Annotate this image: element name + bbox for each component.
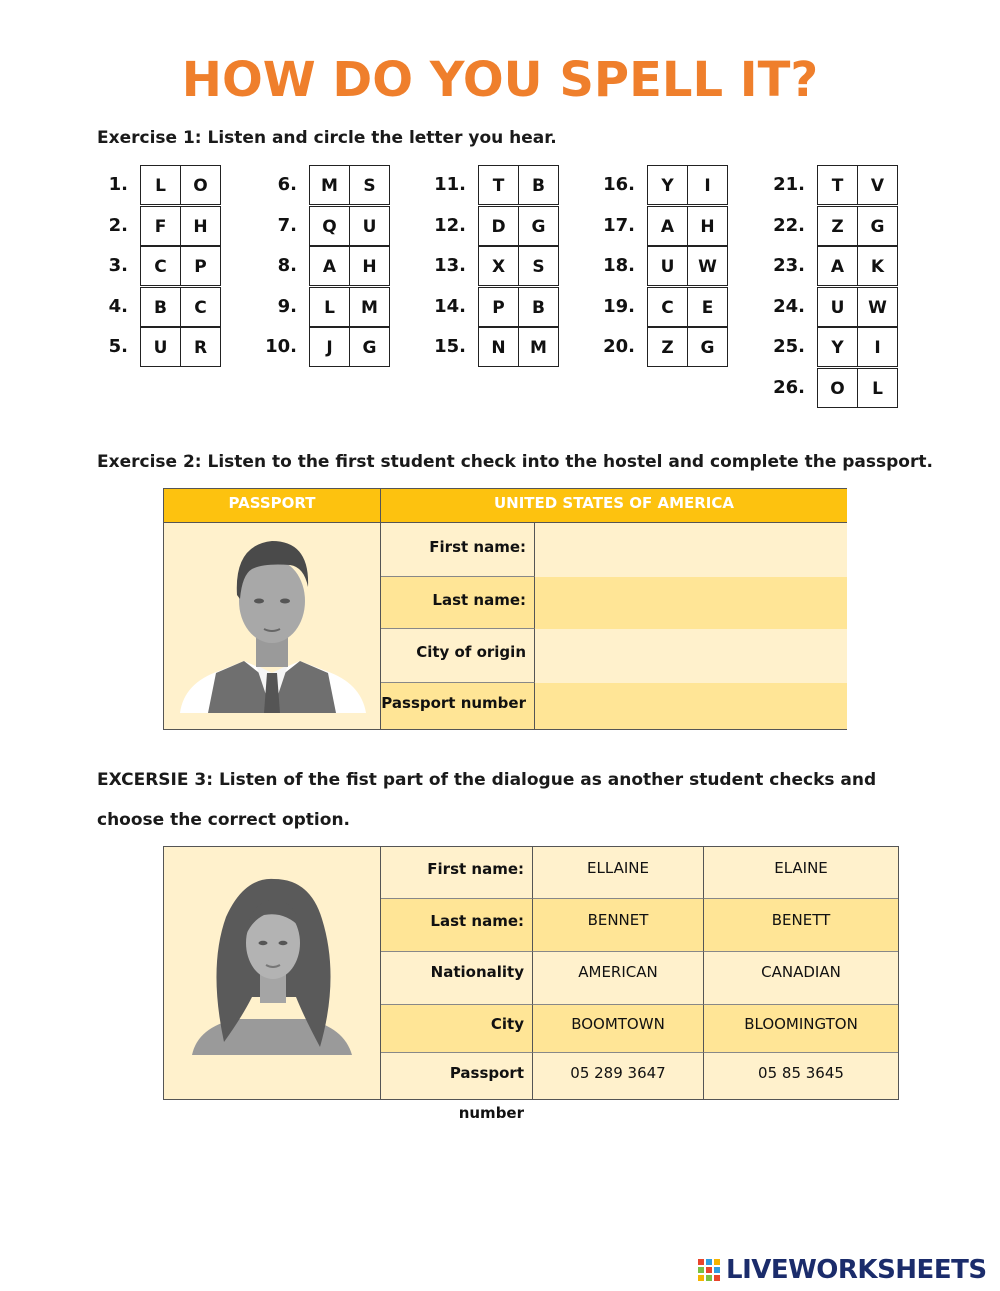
item-number: 16.	[603, 174, 635, 195]
passport-number-label: Passport number	[381, 683, 535, 729]
page-title: HOW DO YOU SPELL IT?	[181, 52, 819, 108]
item-number: 10.	[265, 336, 297, 357]
item-number: 25.	[773, 336, 805, 357]
letter-option[interactable]: I	[857, 327, 898, 367]
letter-option[interactable]: L	[309, 287, 350, 327]
letter-option[interactable]: F	[140, 206, 181, 246]
letter-option[interactable]: A	[647, 206, 688, 246]
letter-option[interactable]: H	[687, 206, 728, 246]
exercise3-label-nationality: Nationality	[381, 952, 533, 1005]
letter-option[interactable]: M	[518, 327, 559, 367]
letter-option[interactable]: A	[817, 246, 858, 286]
item-number: 24.	[773, 295, 805, 317]
item-number: 3.	[108, 255, 128, 276]
letter-option[interactable]: L	[140, 165, 181, 205]
option-american[interactable]: AMERICAN	[533, 952, 704, 1005]
item-number: 15.	[434, 336, 466, 357]
passport-table	[163, 488, 847, 730]
letter-option[interactable]: P	[180, 246, 221, 286]
logo-square-icon	[714, 1275, 720, 1281]
option-bennet[interactable]: BENNET	[533, 899, 704, 952]
item-number: 13.	[434, 255, 466, 276]
passport-number-input[interactable]	[535, 683, 847, 729]
first-name-label: First name:	[381, 523, 535, 577]
exercise1-heading: Exercise 1: Listen and circle the letter you hear.	[97, 128, 557, 148]
letter-option[interactable]: V	[857, 165, 898, 205]
city-of-origin-label: City of origin	[381, 629, 535, 683]
letter-option[interactable]: G	[518, 206, 559, 246]
exercise3-label-last-name: Last name:	[381, 899, 533, 952]
letter-option[interactable]: Y	[817, 327, 858, 367]
letter-option[interactable]: B	[140, 287, 181, 327]
option-passport-1[interactable]: 05 289 3647	[533, 1053, 704, 1099]
item-number: 23.	[773, 255, 805, 276]
letter-option[interactable]: K	[857, 246, 898, 286]
item-number: 20.	[603, 336, 635, 357]
letter-option[interactable]: C	[647, 287, 688, 327]
item-number: 9.	[277, 295, 297, 317]
exercise3-label-first-name: First name:	[381, 847, 533, 899]
exercise3-label-city: City	[381, 1005, 533, 1053]
item-number: 6.	[277, 174, 297, 195]
letter-option[interactable]: D	[478, 206, 519, 246]
letter-option[interactable]: U	[349, 206, 390, 246]
logo-square-icon	[714, 1267, 720, 1273]
logo-square-icon	[706, 1259, 712, 1265]
exercise3-label-passport-number: Passport number	[381, 1053, 533, 1099]
exercise3-heading: EXCERSIE 3: Listen of the fist part of the dialogue as another student checks and	[97, 770, 877, 790]
letter-option[interactable]: G	[857, 206, 898, 246]
logo-square-icon	[706, 1267, 712, 1273]
exercise2-heading: Exercise 2: Listen to the first student check into the hostel and complete the passport.	[97, 452, 933, 472]
letter-option[interactable]: O	[180, 165, 221, 205]
letter-option[interactable]: X	[478, 246, 519, 286]
letter-option[interactable]: T	[478, 165, 519, 205]
exercise3-table	[163, 846, 899, 1122]
item-number: 19.	[603, 295, 635, 317]
last-name-label: Last name:	[381, 577, 535, 629]
letter-option[interactable]: H	[180, 206, 221, 246]
item-number: 18.	[603, 255, 635, 276]
item-number: 21.	[773, 174, 805, 195]
letter-option[interactable]: U	[140, 327, 181, 367]
letter-option[interactable]: Y	[647, 165, 688, 205]
letter-option[interactable]: E	[687, 287, 728, 327]
option-canadian[interactable]: CANADIAN	[704, 952, 898, 1005]
letter-option[interactable]: M	[309, 165, 350, 205]
female-portrait	[164, 847, 381, 1099]
letter-option[interactable]: L	[857, 368, 898, 408]
letter-option[interactable]: U	[647, 246, 688, 286]
letter-option[interactable]: U	[817, 287, 858, 327]
item-number: 12.	[434, 214, 466, 236]
option-ellaine[interactable]: ELLAINE	[533, 847, 704, 899]
logo-square-icon	[706, 1275, 712, 1281]
item-number: 8.	[277, 255, 297, 276]
item-number: 1.	[108, 174, 128, 195]
option-elaine[interactable]: ELAINE	[704, 847, 898, 899]
letter-option[interactable]: G	[349, 327, 390, 367]
letter-option[interactable]: M	[349, 287, 390, 327]
letter-option[interactable]: W	[857, 287, 898, 327]
male-portrait	[164, 523, 381, 729]
item-number: 17.	[603, 214, 635, 236]
passport-header: PASSPORT	[164, 489, 381, 523]
letter-option[interactable]: T	[817, 165, 858, 205]
item-number: 22.	[773, 214, 805, 236]
item-number: 4.	[108, 295, 128, 317]
item-number: 11.	[434, 174, 466, 195]
item-number: 7.	[277, 214, 297, 236]
letter-option[interactable]: I	[687, 165, 728, 205]
first-name-input[interactable]	[535, 523, 847, 578]
city-of-origin-input[interactable]	[535, 629, 847, 684]
letter-option[interactable]: O	[817, 368, 858, 408]
letter-option[interactable]: P	[478, 287, 519, 327]
option-boomtown[interactable]: BOOMTOWN	[533, 1005, 704, 1053]
letter-option[interactable]: C	[140, 246, 181, 286]
exercise3-heading-line2: choose the correct option.	[97, 810, 350, 830]
logo-square-icon	[698, 1275, 704, 1281]
letter-option[interactable]: Z	[817, 206, 858, 246]
letter-option[interactable]: C	[180, 287, 221, 327]
logo-square-icon	[714, 1259, 720, 1265]
last-name-input[interactable]	[535, 577, 847, 630]
letter-option[interactable]: H	[349, 246, 390, 286]
item-number: 26.	[773, 376, 805, 398]
option-passport-2[interactable]: 05 85 3645	[704, 1053, 898, 1099]
logo-square-icon	[698, 1267, 704, 1273]
logo-text: LIVEWORKSHEETS	[726, 1255, 987, 1285]
letter-option[interactable]: A	[309, 246, 350, 286]
letter-option[interactable]: B	[518, 287, 559, 327]
letter-option[interactable]: J	[309, 327, 350, 367]
letter-option[interactable]: R	[180, 327, 221, 367]
letter-option[interactable]: W	[687, 246, 728, 286]
country-header: UNITED STATES OF AMERICA	[381, 489, 847, 523]
liveworksheets-logo	[698, 1255, 994, 1285]
letter-option[interactable]: B	[518, 165, 559, 205]
option-bloomington[interactable]: BLOOMINGTON	[704, 1005, 898, 1053]
letter-option[interactable]: S	[349, 165, 390, 205]
letter-option[interactable]: S	[518, 246, 559, 286]
item-number: 2.	[108, 214, 128, 236]
letter-option[interactable]: N	[478, 327, 519, 367]
option-benett[interactable]: BENETT	[704, 899, 898, 952]
item-number: 14.	[434, 295, 466, 317]
item-number: 5.	[108, 336, 128, 357]
logo-square-icon	[698, 1259, 704, 1265]
letter-option[interactable]: Z	[647, 327, 688, 367]
letter-option[interactable]: G	[687, 327, 728, 367]
letter-option[interactable]: Q	[309, 206, 350, 246]
